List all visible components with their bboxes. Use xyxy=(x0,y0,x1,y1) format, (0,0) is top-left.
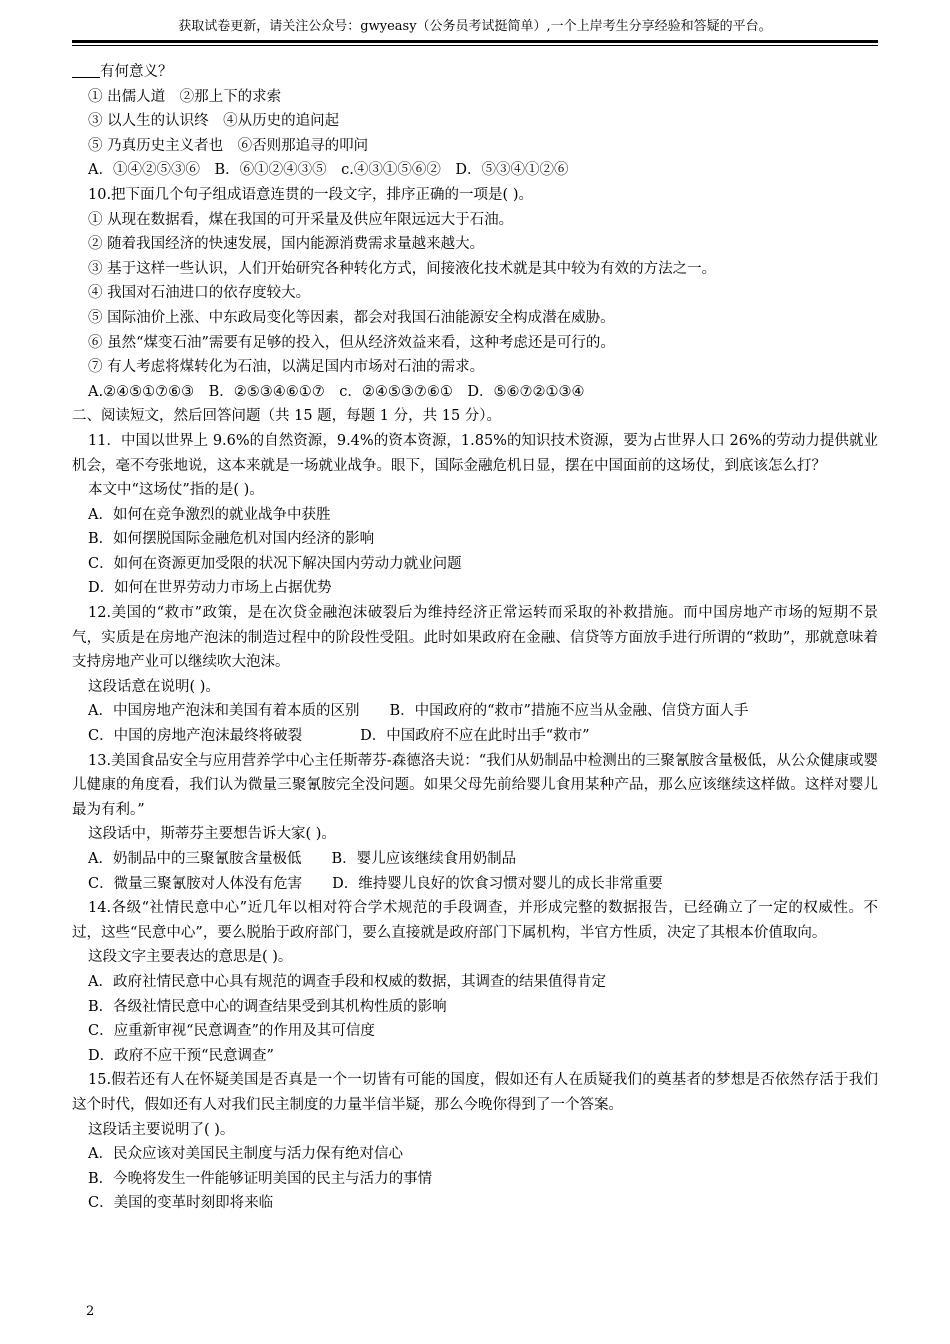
section-title: 二、阅读短文，然后回答问题（共 15 题，每题 1 分，共 15 分）。 xyxy=(72,408,502,425)
page-header: 获取试卷更新，请关注公众号：gwyeasy（公务员考试挺简单）,一个上岸考生分享经验和答疑的平台。 xyxy=(178,19,772,34)
q10-sentence-7: ⑦ 有人考虑将煤转化为石油，以满足国内市场对石油的需求。 xyxy=(88,359,485,376)
q10-sentence-4: ④ 我国对石油进口的依存度较大。 xyxy=(88,285,311,302)
q12-passage: 12.美国的“救市”政策，是在次贷金融泡沫破裂后为维持经济正常运转而采取的补救措施。而中国房地产市场的短期不景气，实质是在房地产泡沫的制造过程中的阶段性受阻。此时如果政府在金融、信贷等方面放手进行所谓的“救助”，那就意味着支持房地产业可以继续吹大泡沫。 xyxy=(72,605,878,671)
q9-line-1: ① 出儒人道 ②那上下的求索 xyxy=(88,88,282,105)
q15-option-c: C．美国的变革时刻即将来临 xyxy=(88,1195,274,1212)
q14-option-c: C．应重新审视“民意调查”的作用及其可信度 xyxy=(88,1023,375,1040)
q11-option-d: D．如何在世界劳动力市场上占据优势 xyxy=(88,580,332,597)
q12-option-b: B．中国政府的“救市”措施不应当从金融、信贷方面人手 xyxy=(389,703,749,720)
q9-line-2: ③ 以人生的认识终 ④从历史的追问起 xyxy=(88,113,340,130)
q15-option-a: A．民众应该对美国民主制度与活力保有绝对信心 xyxy=(88,1146,403,1163)
q14-option-b: B．各级社情民意中心的调查结果受到其机构性质的影响 xyxy=(88,998,447,1015)
q10-stem: 10.把下面几个句子组成语意连贯的一段文字，排序正确的一项是( )。 xyxy=(88,186,533,203)
page-number: 2 xyxy=(86,1304,95,1319)
q15-question: 这段话主要说明了( )。 xyxy=(88,1121,235,1138)
q13-options-row-2 xyxy=(72,872,878,897)
answer-blank xyxy=(72,63,100,78)
q13-options-row-1 xyxy=(72,847,878,872)
header-rule-thick xyxy=(72,40,878,43)
q14-question: 这段文字主要表达的意思是( )。 xyxy=(88,949,293,966)
q10-sentence-3: ③ 基于这样一些认识，人们开始研究各种转化方式，间接液化技术就是其中较为有效的方法之一。 xyxy=(88,260,717,277)
q14-option-a: A．政府社情民意中心具有规范的调查手段和权威的数据，其调查的结果值得肯定 xyxy=(88,973,606,990)
q10-sentence-2: ② 随着我国经济的快速发展，国内能源消费需求量越来越大。 xyxy=(88,236,485,253)
q13-option-d: D．维持婴儿良好的饮食习惯对婴儿的成长非常重要 xyxy=(332,875,663,892)
q13-option-a: A．奶制品中的三聚氰胺含量极低 xyxy=(88,851,302,867)
q11-passage: 11．中国以世界上 9.6%的自然资源，9.4%的资本资源，1.85%的知识技术资源，要为占世界人口 26%的劳动力提供就业机会，毫不夸张地说，这本来就是一场就业战争。眼下，国际金融危机日显，摆在中国面前的这场仗，到底该怎么打？ xyxy=(72,432,878,474)
q13-option-b: B．婴儿应该继续食用奶制品 xyxy=(331,851,517,867)
q11-option-c: C．如何在资源更加受限的状况下解决国内劳动力就业问题 xyxy=(88,555,462,572)
q11-option-b: B．如何摆脱国际金融危机对国内经济的影响 xyxy=(88,531,375,548)
q9-line-3: ⑤ 乃真历史主义者也 ⑥否则那追寻的叩问 xyxy=(88,137,369,154)
q13-option-c: C．微量三聚氰胺对人体没有危害 xyxy=(88,875,303,892)
q12-option-a: A．中国房地产泡沫和美国有着本质的区别 xyxy=(88,703,360,720)
header-rule-thin xyxy=(72,45,878,46)
q11-option-a: A．如何在竞争激烈的就业战争中获胜 xyxy=(88,506,331,523)
q10-sentence-6: ⑥ 虽然“煤变石油”需要有足够的投入，但从经济效益来看，这种考虑还是可行的。 xyxy=(88,334,615,351)
q10-sentence-5: ⑤ 国际油价上涨、中东政局变化等因素，都会对我国石油能源安全构成潜在威胁。 xyxy=(88,309,615,326)
q13-question: 这段话中，斯蒂芬主要想告诉大家( )。 xyxy=(88,826,336,843)
q12-option-d: D．中国政府不应在此时出手“救市” xyxy=(360,728,590,745)
q9-stem-rest: 有何意义？ xyxy=(72,60,878,85)
q11-question: 本文中“这场仗”指的是( )。 xyxy=(88,482,264,499)
document-body xyxy=(72,60,878,1216)
q10-options: A.②④⑤①⑦⑥③ B．②⑤③④⑥①⑦ c．②④⑤③⑦⑥① D．⑤⑥⑦②①③④ xyxy=(88,383,585,400)
q15-option-b: B．今晚将发生一件能够证明美国的民主与活力的事情 xyxy=(88,1170,433,1187)
q12-options-row-2 xyxy=(72,724,878,749)
q12-options-row-1 xyxy=(72,699,878,724)
q15-passage: 15.假若还有人在怀疑美国是否真是一个一切皆有可能的国度，假如还有人在质疑我们的奠基者的梦想是否依然存活于我们这个时代，假如还有人对我们民主制度的力量半信半疑，那么今晚你得到了一个答案。 xyxy=(72,1072,878,1113)
q9-options: A．①④②⑤③⑥ B．⑥①②④③⑤ c.④③①⑤⑥② D．⑤③④①②⑥ xyxy=(88,162,569,179)
q12-question: 这段话意在说明( )。 xyxy=(88,678,220,695)
q12-option-c: C．中国的房地产泡沫最终将破裂 xyxy=(88,728,303,745)
q14-passage: 14.各级“社情民意中心”近几年以相对符合学术规范的手段调查，并形成完整的数据报告，已经确立了一定的权威性。不过，这些“民意中心”，要么脱胎于政府部门，要么直接就是政府部门下属机构，半官方性质，决定了其根本价值取向。 xyxy=(72,900,878,941)
q10-sentence-1: ① 从现在数据看，煤在我国的可开采量及供应年限远远大于石油。 xyxy=(88,211,514,228)
q13-passage: 13.美国食品安全与应用营养学中心主任斯蒂芬-森德洛夫说：“我们从奶制品中检测出的三聚氰胺含量极低，从公众健康或婴儿健康的角度看，我们认为微量三聚氰胺完全没问题。如果父母先前给婴儿食用某种产品，那么应该继续这样做。这样对婴儿最为有利。” xyxy=(72,752,878,818)
q14-option-d: D．政府不应干预“民意调查” xyxy=(88,1047,274,1064)
